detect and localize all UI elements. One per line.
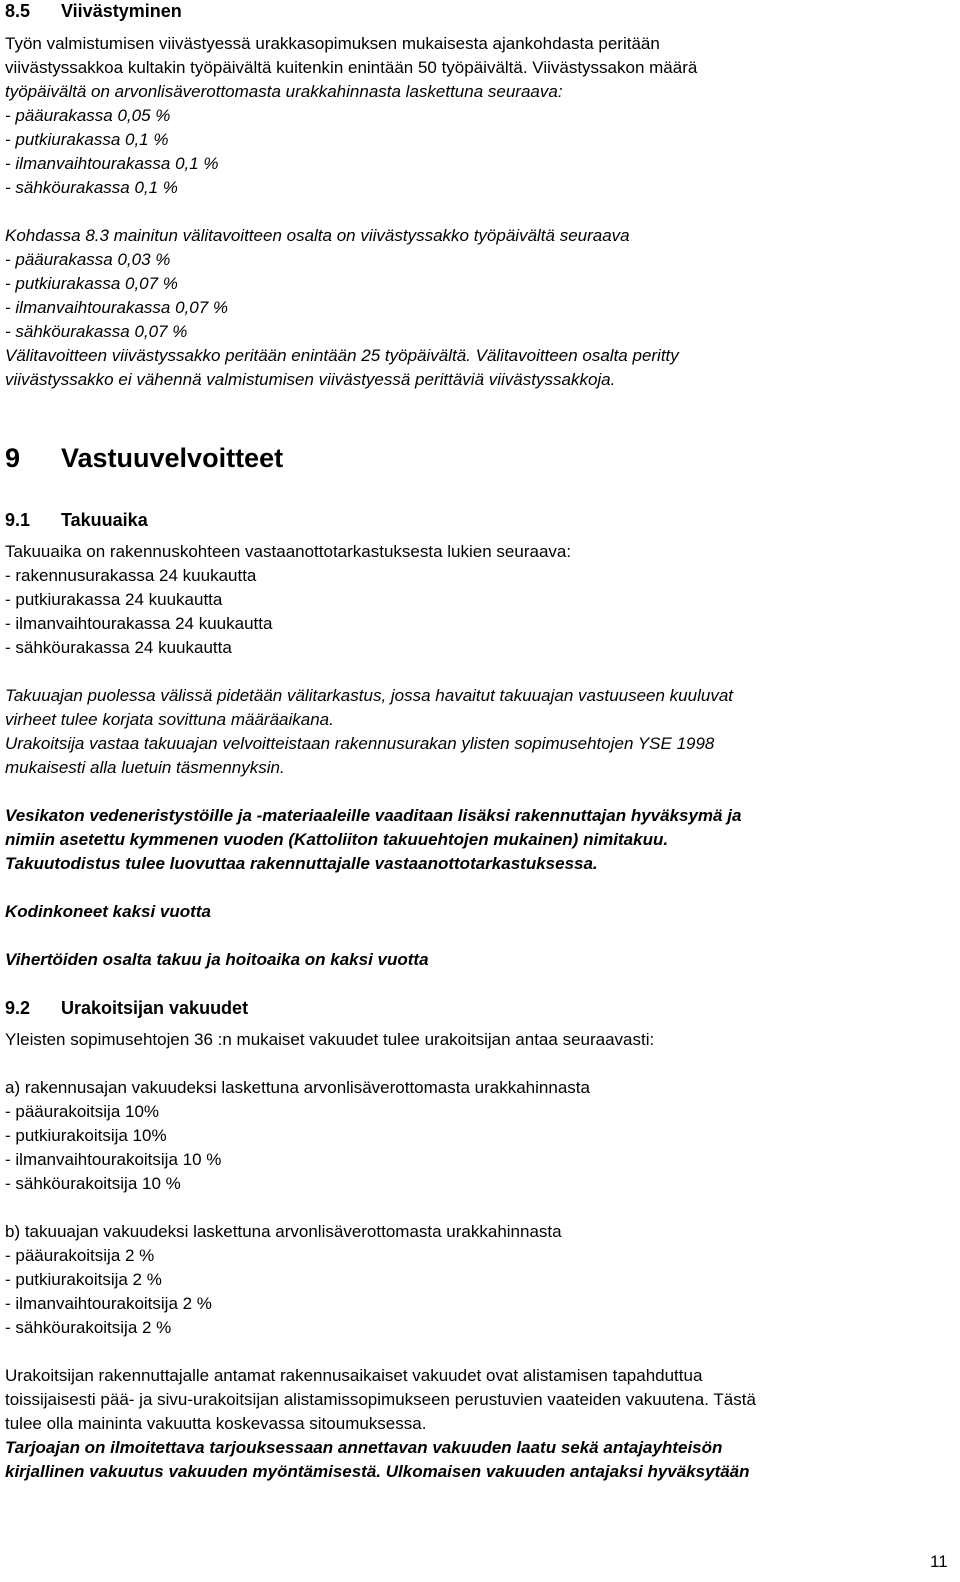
list-item: - putkiurakoitsija 2 % (5, 1270, 162, 1289)
list-item: - ilmanvaihtourakoitsija 2 % (5, 1294, 212, 1313)
paragraph-line: Kohdassa 8.3 mainitun välitavoitteen osalta on viivästyssakko työpäivältä seuraava (5, 226, 630, 245)
list-item: - putkiurakassa 0,1 % (5, 130, 169, 149)
list-item: - ilmanvaihtourakassa 0,07 % (5, 298, 229, 317)
list-item: - putkiurakassa 0,07 % (5, 274, 178, 293)
list-item: - putkiurakassa 24 kuukautta (5, 590, 223, 609)
section-number: 8.5 (5, 1, 31, 21)
list-item: - pääurakassa 0,03 % (5, 250, 171, 269)
section-title: Viivästyminen (61, 1, 182, 21)
paragraph-line: tulee olla maininta vakuutta koskevassa sitoumuksessa. (5, 1414, 427, 1433)
emphasis-line: Tarjoajan on ilmoitettava tarjouksessaan annettavan vakuuden laatu sekä antajayhteisön (5, 1438, 723, 1457)
section-heading-9-2 (5, 998, 248, 1018)
list-item: - putkiurakoitsija 10% (5, 1126, 167, 1145)
emphasis-line: Takuutodistus tulee luovuttaa rakennuttajalle vastaanottotarkastuksessa. (5, 854, 598, 873)
chapter-heading-9 (5, 442, 283, 474)
emphasis-line: kirjallinen vakuutus vakuuden myöntämisestä. Ulkomaisen vakuuden antajaksi hyväksytään (5, 1462, 750, 1481)
paragraph-line: viivästyssakkoa kultakin työpäivältä kuitenkin enintään 50 työpäivältä. Viivästyssakon määrä (5, 58, 698, 77)
list-item: - pääurakoitsija 10% (5, 1102, 160, 1121)
emphasis-line: Vihertöiden osalta takuu ja hoitoaika on kaksi vuotta (5, 950, 429, 969)
list-item: - sähköurakoitsija 10 % (5, 1174, 181, 1193)
paragraph-line: mukaisesti alla luetuin täsmennyksin. (5, 758, 285, 777)
list-item: - sähköurakassa 0,1 % (5, 178, 178, 197)
paragraph-line: Työn valmistumisen viivästyessä urakkasopimuksen mukaisesta ajankohdasta peritään (5, 34, 660, 53)
list-item: - sähköurakassa 24 kuukautta (5, 638, 232, 657)
section-heading-9-1 (5, 510, 148, 530)
paragraph-line: Välitavoitteen viivästyssakko peritään enintään 25 työpäivältä. Välitavoitteen osalta peritty (5, 346, 679, 365)
list-item: - ilmanvaihtourakoitsija 10 % (5, 1150, 222, 1169)
paragraph-line: Urakoitsija vastaa takuuajan velvoitteistaan rakennusurakan ylisten sopimusehtojen YSE 1998 (5, 734, 715, 753)
paragraph-line: virheet tulee korjata sovittuna määräaikana. (5, 710, 334, 729)
paragraph-line: toissijaisesti pää- ja sivu-urakoitsijan alistamissopimukseen perustuvien vaateiden vakuutena. Tästä (5, 1390, 756, 1409)
paragraph-line: Takuuaika on rakennuskohteen vastaanottotarkastuksesta lukien seuraava: (5, 542, 572, 561)
page-number: 11 (930, 1552, 948, 1571)
paragraph-line: viivästyssakko ei vähennä valmistumisen viivästyessä perittäviä viivästyssakkoja. (5, 370, 616, 389)
section-title: Urakoitsijan vakuudet (61, 998, 249, 1018)
emphasis-line: Kodinkoneet kaksi vuotta (5, 902, 211, 921)
section-heading-8-5 (5, 1, 182, 21)
section-number: 9.2 (5, 998, 31, 1018)
list-item: - pääurakoitsija 2 % (5, 1246, 155, 1265)
paragraph-line: a) rakennusajan vakuudeksi laskettuna arvonlisäverottomasta urakkahinnasta (5, 1078, 590, 1097)
list-item: - ilmanvaihtourakassa 24 kuukautta (5, 614, 273, 633)
paragraph-line: työpäivältä on arvonlisäverottomasta urakkahinnasta laskettuna seuraava: (5, 82, 563, 101)
paragraph-line: Takuuajan puolessa välissä pidetään välitarkastus, jossa havaitut takuuajan vastuuseen kuuluvat (5, 686, 734, 705)
paragraph-line: Yleisten sopimusehtojen 36 :n mukaiset vakuudet tulee urakoitsijan antaa seuraavasti: (5, 1030, 655, 1049)
emphasis-line: nimiin asetettu kymmenen vuoden (Kattoliiton takuuehtojen mukainen) nimitakuu. (5, 830, 669, 849)
section-title: Takuuaika (61, 510, 148, 530)
list-item: - rakennusurakassa 24 kuukautta (5, 566, 257, 585)
paragraph-line: Urakoitsijan rakennuttajalle antamat rakennusaikaiset vakuudet ovat alistamisen tapahduttua (5, 1366, 703, 1385)
chapter-title: Vastuuvelvoitteet (61, 443, 284, 473)
paragraph-line: b) takuuajan vakuudeksi laskettuna arvonlisäverottomasta urakkahinnasta (5, 1222, 562, 1241)
list-item: - ilmanvaihtourakassa 0,1 % (5, 154, 219, 173)
emphasis-line: Vesikaton vedeneristystöille ja -materiaaleille vaaditaan lisäksi rakennuttajan hyväksymä ja (5, 806, 742, 825)
list-item: - pääurakassa 0,05 % (5, 106, 171, 125)
chapter-number: 9 (5, 443, 21, 473)
section-number: 9.1 (5, 510, 31, 530)
list-item: - sähköurakoitsija 2 % (5, 1318, 172, 1337)
list-item: - sähköurakassa 0,07 % (5, 322, 188, 341)
